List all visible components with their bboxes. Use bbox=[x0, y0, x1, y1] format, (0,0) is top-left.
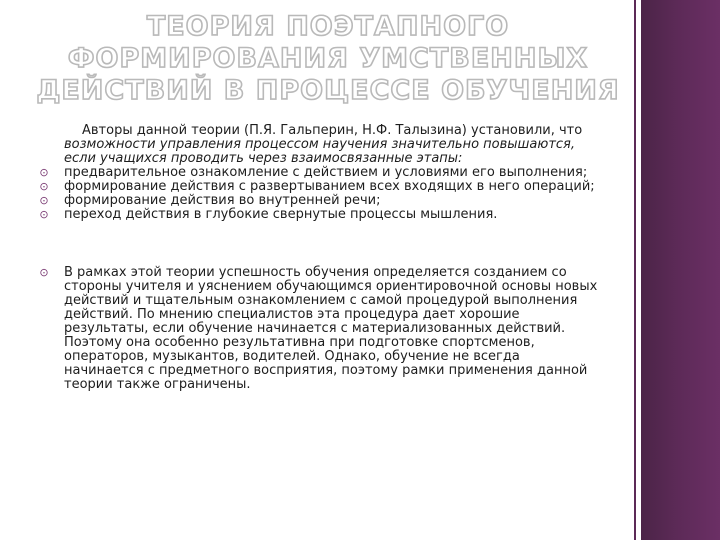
slide-title: ТЕОРИЯ ПОЭТАПНОГО ФОРМИРОВАНИЯ УМСТВЕННЫХ ДЕЙСТВИЙ В ПРОЦЕССЕ ОБУЧЕНИЯ bbox=[36, 11, 620, 106]
bullet-text: формирование действия во внутренней речи; bbox=[64, 193, 381, 208]
paragraph-text: В рамках этой теории успешность обучения определяется созданием со стороны учителя и уяснением обучающимся ориентировочной основы новых действий и тщательным ознакомлением с самой процедурой выполнения действий. По мнению специалистов эта процедура дает хорошие результаты, если обучение начинается с материализованных действий. Поэтому она особенно результативна при подготовке спортсменов, операторов, музыкантов, водителей. Однако, обучение не всегда начинается с предметного восприятия, поэтому рамки применения данной теории также ограничены. bbox=[64, 265, 598, 392]
side-divider bbox=[634, 0, 636, 540]
circled-dot-icon: ⊙ bbox=[39, 180, 49, 193]
intro-plain-text: Авторы данной теории (П.Я. Гальперин, Н.Ф. Талызина) установили, что bbox=[82, 123, 583, 138]
bullet-text: формирование действия с развертыванием всех входящих в него операций; bbox=[64, 179, 595, 194]
bullet-item bbox=[0, 194, 600, 208]
bullet-item bbox=[0, 180, 600, 194]
circled-dot-icon: ⊙ bbox=[39, 194, 49, 207]
bullet-item bbox=[0, 208, 600, 222]
bullet-item bbox=[0, 166, 600, 180]
circled-dot-icon: ⊙ bbox=[39, 266, 49, 279]
circled-dot-icon: ⊙ bbox=[39, 166, 49, 179]
bullet-text: переход действия в глубокие свернутые процессы мышления. bbox=[64, 207, 498, 222]
intro-paragraph bbox=[64, 124, 600, 166]
intro-italic-text: возможности управления процессом научения значительно повышаются, если учащихся проводить через взаимосвязанные этапы: bbox=[64, 137, 576, 166]
circled-dot-icon: ⊙ bbox=[39, 208, 49, 221]
bullet-list bbox=[0, 166, 600, 392]
side-accent-bar bbox=[641, 0, 720, 540]
bullet-text: предварительное ознакомление с действием и условиями его выполнения; bbox=[64, 165, 588, 180]
bullet-paragraph bbox=[0, 266, 600, 392]
slide-content bbox=[0, 124, 600, 392]
